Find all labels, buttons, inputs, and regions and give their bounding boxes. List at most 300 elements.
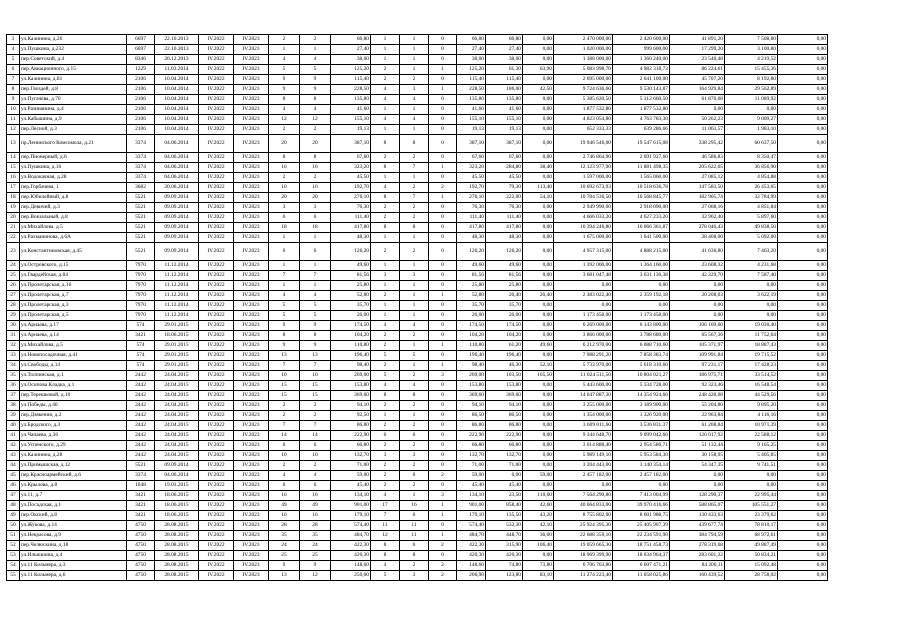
table-cell: 1 [429,511,457,521]
address-cell: пер.Лесной, д.3 [20,125,127,135]
table-cell: 2 [371,361,400,371]
table-cell: 28.08.2015 [155,531,199,541]
table-cell: 186 975,71 [670,371,725,381]
table-cell: 42,10 [523,521,554,531]
table-cell: 28.08.2015 [155,571,199,581]
table-cell: 9 895,20 [725,401,778,411]
table-cell: 19 946 546,00 [554,135,613,153]
table-cell: 4750 [127,551,155,561]
table-cell: 5 [269,65,300,75]
table-cell: 44 [7,461,20,471]
table-cell: 10 [300,183,331,193]
table-cell: 24.04.2015 [155,431,199,441]
table-cell: 35 [300,531,331,541]
table-cell: 0,00 [725,311,778,321]
table-cell: 04.06.2014 [155,173,199,183]
table-cell: 7970 [127,261,155,271]
table-row [7,391,828,401]
table-cell: IV.2022 [199,381,234,391]
table-cell: 4 116,16 [725,411,778,421]
table-cell: 19,13 [486,125,523,135]
table-cell: IV.2023 [234,203,269,213]
table-cell: 54,10 [523,193,554,203]
table-cell: 439 677,74 [670,521,725,531]
table-cell: 2 [429,561,457,571]
address-cell: ул.Крылова, д.8 [20,481,127,491]
address-cell: пер.Гвоздей, д.8 [20,85,127,95]
table-cell: 0,00 [670,105,725,115]
table-row [7,261,828,271]
table-cell: 0 [429,95,457,105]
table-cell: 24 [7,261,20,271]
table-cell: 11 024 511,50 [554,371,613,381]
table-cell: IV.2023 [234,411,269,421]
table-cell: 0,00 [554,301,613,311]
table-cell: 0,00 [523,243,554,261]
table-row [7,203,828,213]
address-cell: ул.Арнаева, д.14 [20,331,127,341]
address-cell: пер.Горбачева, 1 [20,183,127,193]
table-cell: 269,00 [331,371,371,381]
table-cell: 1 [400,291,429,301]
table-cell: IV.2022 [199,471,234,481]
table-cell: 155,10 [331,115,371,125]
table-row [7,193,828,203]
table-row [7,501,828,511]
table-cell: 574 [127,361,155,371]
table-cell: 134,10 [457,491,486,501]
table-cell: 588 865,07 [670,501,725,511]
table-cell: 417,80 [331,223,371,233]
table-cell: 12 [371,531,400,541]
table-cell: IV.2022 [199,491,234,501]
table-cell: 0 [429,153,457,163]
table-cell: 2 [400,461,429,471]
table-cell: 5 [300,301,331,311]
table-cell: 0,00 [523,311,554,321]
table-cell: 0 [429,401,457,411]
table-cell: 16 066 361,87 [613,223,670,233]
table-cell: 32 902,40 [670,213,725,223]
table-cell: 3 189 900,00 [613,401,670,411]
table-cell: 76,30 [457,203,486,213]
table-cell: 4 [371,85,400,95]
table-cell: IV.2023 [234,361,269,371]
table-cell: 0,00 [670,281,725,291]
table-cell: 110,80 [457,341,486,351]
table-cell: 8 [400,223,429,233]
table-cell: 0 [429,301,457,311]
table-cell: 639 286,66 [613,125,670,135]
table-cell: IV.2023 [234,291,269,301]
table-cell: 2 [429,471,457,481]
table-cell: 7 [269,421,300,431]
table-cell: 1 [371,301,400,311]
table-cell: 2 [429,183,457,193]
table-cell: 2 [371,65,400,75]
table-cell: 186,00 [486,85,523,95]
table-cell: IV.2023 [234,471,269,481]
table-cell: 26 [7,281,20,291]
table-cell: 1 [371,45,400,55]
table-cell: 2 918 090,00 [613,203,670,213]
table-cell: 17 [371,501,400,511]
table-cell: 153,80 [331,381,371,391]
table-row [7,321,828,331]
table-cell: IV.2022 [199,501,234,511]
table-cell: IV.2022 [199,183,234,193]
table-cell: IV.2022 [199,461,234,471]
table-cell: IV.2023 [234,55,269,65]
table-cell: 74,80 [486,561,523,571]
table-cell: 11 [7,115,20,125]
table-cell: 50 834,21 [725,551,778,561]
table-cell: 18 634 964,37 [613,551,670,561]
table-cell: 111,40 [331,213,371,223]
table-cell: 4 [269,55,300,65]
table-cell: 3 866 000,00 [554,331,613,341]
table-row [7,421,828,431]
table-cell: 0,00 [778,541,828,551]
table-cell: 5 733 970,00 [554,361,613,371]
table-cell: 40 [7,421,20,431]
table-cell: 28 [300,521,331,531]
table-cell: 6 [300,243,331,261]
table-cell: 22 234 591,90 [613,531,670,541]
table-cell: 6 143 800,00 [613,321,670,331]
table-cell: 10 568 845,77 [613,193,670,203]
table-cell: IV.2022 [199,531,234,541]
table-cell: 0 [429,35,457,45]
table-cell: 11 752,64 [725,331,778,341]
table-cell: 11 881 498,35 [613,163,670,173]
table-cell: 42,50 [523,85,554,95]
table-cell: 5 [371,571,400,581]
table-cell: 323,20 [457,163,486,173]
table-cell: 2 [371,213,400,223]
table-cell: 1 388 000,00 [554,55,613,65]
table-cell: 1 [300,281,331,291]
table-cell: IV.2023 [234,421,269,431]
table-cell: 0,00 [778,361,828,371]
table-row [7,451,828,461]
table-cell: 0 [429,391,457,401]
table-cell: 19 547 615,08 [613,135,670,153]
table-cell: 41 636,80 [670,243,725,261]
table-cell: 25 405 907,39 [613,521,670,531]
table-cell: 52,80 [457,291,486,301]
table-cell: 59,00 [523,471,554,481]
table-cell: 5 989 149,10 [554,451,613,461]
table-cell: 11.12.2014 [155,281,199,291]
table-cell: 1 [371,261,400,271]
table-cell: 35 [7,371,20,381]
table-cell: 4 854,88 [725,173,778,183]
address-cell: ул.Пролетарская, д.3 [20,301,127,311]
table-cell: 24.04.2015 [155,371,199,381]
table-cell: 420,30 [457,551,486,561]
table-cell: 34 [7,361,20,371]
table-cell: 4 [7,45,20,55]
table-cell: 4 [400,381,429,391]
table-cell: 132,70 [486,451,523,461]
table-cell: 0,00 [778,271,828,281]
table-cell: 901,00 [331,501,371,511]
table-cell: 1 [371,281,400,291]
table-cell: 126 017,92 [670,431,725,441]
table-cell: 8 [400,391,429,401]
table-cell: 10 804 021,27 [613,371,670,381]
table-cell: 19.03.2015 [155,481,199,491]
table-row [7,571,828,581]
table-cell: 9 [269,561,300,571]
table-cell: 0 [429,173,457,183]
table-cell: 16 [269,511,300,521]
table-cell: 0,00 [778,135,828,153]
table-cell: 7 [400,163,429,173]
table-cell: 7 463,20 [725,243,778,261]
table-row [7,271,828,281]
table-cell: 0,00 [778,571,828,581]
table-cell: 15 455,36 [725,65,778,75]
table-cell: 1 173 458,00 [554,311,613,321]
table-cell: 1 [429,341,457,351]
table-cell: 417,80 [486,223,523,233]
table-cell: IV.2022 [199,371,234,381]
table-cell: 3 [300,203,331,213]
table-cell: 51 132,44 [670,441,725,451]
table-cell: 5 443 600,00 [554,381,613,391]
table-cell: 174,50 [486,321,523,331]
table-cell: 94,10 [457,401,486,411]
address-cell: ул.Пролетарская, д.7 [20,291,127,301]
table-cell: 0 [429,381,457,391]
table-cell: 6 [269,213,300,223]
table-row [7,361,828,371]
table-cell: 5 092,00 [725,233,778,243]
table-cell: 3 681 047,48 [554,271,613,281]
table-cell: 2 [400,213,429,223]
table-cell: 3682 [127,183,155,193]
table-cell: 6 [269,243,300,261]
table-cell: 0,00 [554,481,613,491]
table-cell: 49,60 [331,261,371,271]
table-cell: 5 953 584,30 [613,451,670,461]
table-cell: 1229 [127,65,155,75]
table-cell: IV.2023 [234,441,269,451]
table-cell: 0,00 [778,471,828,481]
table-cell: 53 [7,551,20,561]
table-cell: 8 755 802,00 [554,511,613,521]
table-cell: 59,00 [457,471,486,481]
table-cell: 8 350,47 [725,153,778,163]
table-cell: 4 763 783,30 [613,115,670,125]
table-cell: 10.04.2014 [155,105,199,115]
table-cell: 8 [371,551,400,561]
table-cell: 250,00 [331,571,371,581]
table-cell: 5 334 728,00 [613,381,670,391]
table-cell: 4 231,68 [725,261,778,271]
table-cell: IV.2023 [234,105,269,115]
table-cell: 422,30 [331,541,371,551]
table-cell: 25,80 [331,281,371,291]
table-cell: 0,00 [523,301,554,311]
table-cell: 10 [300,451,331,461]
table-cell: 10.04.2014 [155,115,199,125]
table-cell: 1 983,10 [725,125,778,135]
table-cell: 2 [371,421,400,431]
table-cell: 3421 [127,501,155,511]
table-cell: 1 597 000,00 [554,173,613,183]
table-cell: 1 [400,261,429,271]
table-cell: 4750 [127,571,155,581]
table-cell: 8346 [127,55,155,65]
table-cell: 09.09.2014 [155,243,199,261]
table-cell: 0,00 [778,85,828,95]
table-cell: 2 [300,461,331,471]
table-cell: 35,70 [457,301,486,311]
table-cell: 0,00 [725,281,778,291]
table-row [7,341,828,351]
table-cell: 10 692 673,93 [554,183,613,193]
table-cell: 0 [429,281,457,291]
table-cell: 49,60 [486,261,523,271]
table-cell: 901,00 [457,501,486,511]
table-cell: 35,70 [486,301,523,311]
table-cell: IV.2023 [234,271,269,281]
table-cell: IV.2022 [199,213,234,223]
table-cell: 19 059 665,30 [554,541,613,551]
table-cell: 8 [7,85,20,95]
table-cell: 0 [429,45,457,55]
table-cell: 16 [269,491,300,501]
table-cell: 6 706 763,80 [554,561,613,571]
table-cell: 55 [7,571,20,581]
table-cell: 45,50 [331,173,371,183]
table-cell: 61,20 [486,341,523,351]
table-cell: IV.2022 [199,351,234,361]
table-cell: 42 [7,441,20,451]
table-cell: 369,60 [457,391,486,401]
table-cell: 26 453,65 [725,183,778,193]
table-cell: 135,80 [331,95,371,105]
table-cell: 0,00 [725,471,778,481]
table-cell: IV.2022 [199,271,234,281]
table-cell: 104,20 [457,331,486,341]
table-cell: 3421 [127,331,155,341]
table-cell: 66,80 [457,441,486,451]
table-cell: 22 588,12 [725,431,778,441]
table-cell: 2106 [127,105,155,115]
table-cell: 0,00 [778,75,828,85]
table-cell: 52,10 [523,361,554,371]
table-cell: 2 949 990,00 [554,203,613,213]
table-row [7,65,828,75]
address-cell: ул.Калинина, д.26 [20,35,127,45]
table-cell: 2 [269,401,300,411]
table-cell: IV.2022 [199,135,234,153]
table-cell: 1 [400,125,429,135]
table-body [7,35,828,581]
table-cell: 5 897,60 [725,213,778,223]
table-cell: IV.2022 [199,571,234,581]
table-cell: 422,30 [457,541,486,551]
table-cell: 126,20 [486,243,523,261]
table-cell: 1 [400,281,429,291]
table-cell: 148,60 [457,561,486,571]
table-cell: 5521 [127,233,155,243]
table-cell: IV.2023 [234,511,269,521]
table-cell: 6 [269,441,300,451]
table-cell: IV.2023 [234,541,269,551]
table-cell: 18.06.2015 [155,331,199,341]
table-cell: 29 562,89 [725,85,778,95]
table-cell: 9 [300,561,331,571]
table-cell: IV.2023 [234,381,269,391]
table-cell: 1 [429,291,457,301]
table-cell: 27,40 [331,45,371,55]
table-cell: 16 548,54 [725,381,778,391]
table-cell: 0,00 [778,115,828,125]
table-cell: 0,00 [725,105,778,115]
table-row [7,223,828,233]
table-cell: 2 [400,401,429,411]
table-cell: 67,60 [331,153,371,163]
table-cell: 4 [269,105,300,115]
table-cell: 104,20 [486,331,523,341]
table-cell: 61 870,08 [670,95,725,105]
table-cell: 48,30 [331,233,371,243]
table-cell: 574 [127,341,155,351]
table-cell: 2442 [127,371,155,381]
table-cell: 66,80 [486,35,523,45]
table-cell: 192,70 [331,183,371,193]
table-row [7,173,828,183]
table-cell: 0 [429,223,457,233]
table-cell: 11 [400,531,429,541]
table-cell: 2 [300,411,331,421]
table-cell: 98,40 [331,361,371,371]
table-cell: 2 [269,35,300,45]
table-cell: 123,80 [486,571,523,581]
table-cell: 2 [429,571,457,581]
table-cell: 1 675 000,00 [554,233,613,243]
table-row [7,531,828,541]
table-cell: 2 [371,331,400,341]
table-cell: 94,10 [331,401,371,411]
table-cell: 4 957 315,00 [554,243,613,261]
table-cell: 51 [7,531,20,541]
table-cell: 6 [269,481,300,491]
table-cell: 6 269 000,00 [554,321,613,331]
table-cell: 1 173 458,00 [613,311,670,321]
table-cell: 41,60 [457,105,486,115]
table-cell: 81,56 [486,271,523,281]
table-cell: 11.12.2014 [155,261,199,271]
table-cell: 9 165,25 [725,441,778,451]
table-cell: 04.06.2014 [155,135,199,153]
table-cell: 10 [269,183,300,193]
table-cell: 23 379,62 [725,511,778,521]
table-cell: 132,70 [457,451,486,461]
table-cell: 60 637,50 [725,135,778,153]
table-cell: IV.2023 [234,35,269,45]
table-cell: 76,30 [331,203,371,213]
table-cell: 3 [400,451,429,461]
table-cell: 0,00 [523,261,554,271]
table-row [7,521,828,531]
table-cell: 86,80 [486,421,523,431]
